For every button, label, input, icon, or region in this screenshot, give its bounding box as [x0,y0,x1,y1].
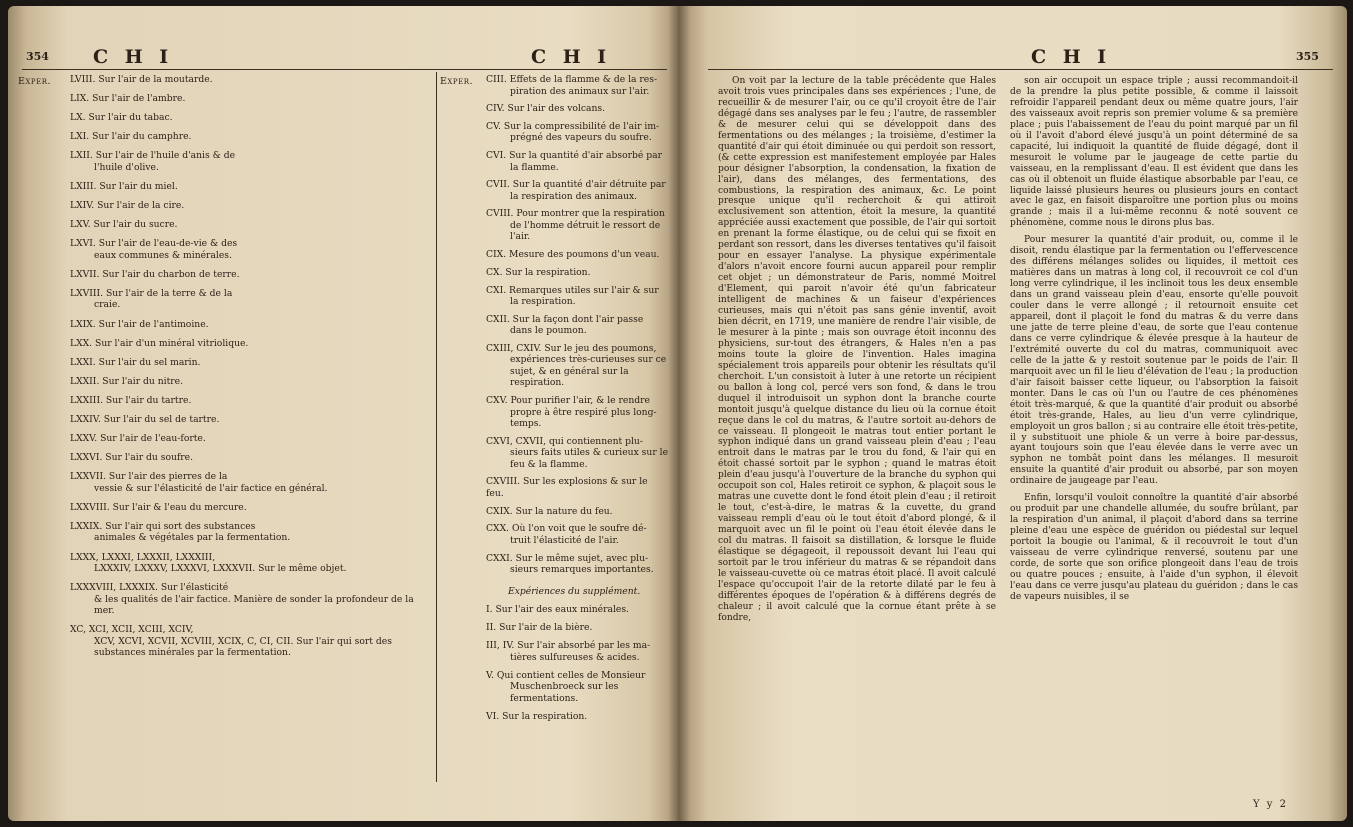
item-text: Sur l'air & l'eau du mercure. [112,501,247,513]
item-number: CXII. [486,313,510,325]
item-text: Sur l'air de la cire. [97,200,185,212]
item-text: Sur l'air de la terre & de la [106,287,233,299]
item-number: LXII. [70,150,93,162]
item-text: Sur l'air absorbé par les ma- [517,640,651,651]
list-item [486,285,668,308]
item-number: LXXIV. [70,414,101,425]
item-number: LIX. [70,93,90,105]
item-text: Sur la quantité d'air détruite par [512,179,666,191]
body-column-2 [1010,76,1298,609]
list-item [70,357,430,369]
item-text: Sur les explosions & sur le feu. [486,476,648,499]
item-number: LXXVIII. [70,501,110,513]
item-number: LXIX. [70,318,96,330]
item-number: CXIX. [486,505,513,517]
experiments-list-a [70,74,430,666]
list-item [486,103,668,115]
item-text: Sur l'air du camphre. [92,131,192,143]
item-text: Sur le jeu des poumons, [544,342,657,354]
item-continuation: & les qualités de l'air factice. Manière de sonder la profondeur de la mer. [94,593,414,617]
item-text: Sur l'air de l'ambre. [92,93,186,105]
item-number: CXV. [486,395,508,407]
item-number: CXX. [486,523,510,535]
list-item [486,640,668,663]
item-text: Sur l'air des eaux minérales. [495,604,629,615]
item-number: I. [486,604,493,615]
item-continuation: dans le poumon. [510,325,587,337]
side-label: Exper. [18,76,52,87]
item-number: CVII. [486,179,510,191]
item-number: CIV. [486,103,505,115]
list-item [70,150,430,173]
list-item [70,319,430,331]
list-item [70,471,430,494]
item-text: Où l'on voit que le soufre dé- [511,523,647,535]
supplement-list [486,604,668,729]
item-number: LXV. [70,219,91,231]
item-number: VI. [486,710,500,722]
item-text: Sur l'air de l'eau-de-vie & des [98,238,238,250]
list-item [70,269,430,281]
item-text: Remarques utiles sur l'air & sur [509,284,659,296]
right-header-rule [708,69,1333,70]
item-text: Qui contient celles de Monsieur [496,669,646,681]
item-text: Sur l'air du charbon de terre. [102,268,240,280]
item-continuation: XCV, XCVI, XCVII, XCVIII, XCIX, C, CI, CII. Sur l'air qui sort des substances minérales par la fermentation. [94,635,392,659]
list-item [486,506,668,518]
item-number: LX. [70,112,86,124]
list-item [486,179,668,202]
item-text: Sur l'air qui sort des substances [105,520,256,532]
item-text: Sur la nature du feu. [515,505,613,517]
item-text: Sur l'air du nitre. [102,375,184,387]
list-item [70,219,430,231]
item-text: Sur le même sujet, avec plu- [515,552,649,564]
item-text: Sur l'air de l'huile d'anis & de [95,150,236,162]
right-page [678,6,1347,821]
item-text: Sur l'air du miel. [99,180,178,192]
list-item [70,414,430,426]
side-label-2: Exper. [440,76,474,87]
item-number: LXX. [70,337,93,349]
item-number: LXXXVIII, LXXXIX. [70,582,158,594]
list-item [486,343,668,389]
item-text: Sur l'élasticité [160,582,229,594]
list-item [70,181,430,193]
item-continuation: Muschenbroeck sur les fermentations. [510,681,619,704]
item-number: LVIII. [70,74,96,85]
item-number: LXXIX. [70,520,103,532]
item-continuation: piration des animaux sur l'air. [510,85,650,97]
item-number: CV. [486,120,501,132]
item-text: Sur la respiration. [502,710,588,722]
item-continuation: eaux communes & minérales. [94,249,232,261]
paragraph: Pour mesurer la quantité d'air produit, ou, comme il le disoit, rendu élastique par la fermentation ou l'effervescence des différens mélanges solides ou liquides, il mettoit ces matières dans un matras à long col, il recouvroit ce col d'un long verre cylindrique, il les inclinoit tous les deux ensemble dans un grand vaisseau plein d'eau, ensorte qu'elle pouvoit couler dans le verre allongé ; il retournoit ensuite cet appareil, dont il plaçoit le fond du matras & du verre dans une jatte de terre pleine d'eau, de sorte que l'eau contenue dans ce verre cylindrique & élevée presque à la hauteur de l'extrémité ouverte du col du matras, communiquoit avec celle de la jatte & y restoit soutenue par le poids de l'air. Il marquoit avec un fil le lieu d'élévation de l'eau ; la production d'air faisoit baisser cette liqueur, ou l'absorption la faisoit monter. Dans le cas où l'un ou l'autre de ces phénomènes étoit très-marqué, & que la quantité d'air produit ou absorbé étoit très-grande, Hales, au lieu d'un verre cylindrique, employoit un gros ballon ; si au contraire elle étoit très-petite, il y substituoit une phiole & un verre à boire par-dessus, ayant toujours soin que l'eau élevée dans le verre avec un syphon ne tombât point dans les mélanges. Il mesuroit ensuite la quantité d'air produit ou absorbé, par son moyen ordinaire de jaugeage par l'eau. [1010,235,1298,487]
experiments-list-b [486,74,668,582]
list-item [70,74,430,86]
item-number: LXVII. [70,268,100,280]
item-text: Sur l'air de la moutarde. [98,74,213,85]
item-number: CIX. [486,249,507,261]
list-item [70,582,430,617]
item-number: CVIII. [486,208,514,220]
item-text: Sur l'air du sucre. [93,219,178,231]
paragraph: Enfin, lorsqu'il vouloit connoître la quantité d'air absorbé ou produit par une chandelle allumée, du soufre brûlant, par la respiration d'un animal, il plaçoit d'abord dans sa terrine pleine d'eau une espèce de guéridon ou piédestal sur lequel portoit la bougie ou l'animal, & il recouvroit le tout d'un vaisseau de verre cylindrique renversé, soutenu par une corde, de sorte que son orifice plongeoit dans l'eau de trois ou quatre pouces ; ensuite, à l'aide d'un syphon, il élevoit l'eau dans ce verre jusqu'au plateau du guéridon ; dans le cas de vapeurs nuisibles, il se [1010,493,1298,602]
open-book [8,6,1347,821]
item-number: CVI. [486,150,507,162]
list-item [486,711,668,723]
left-page-number: 354 [26,50,49,63]
item-text: Sur l'air du tartre. [105,394,192,406]
item-text: Sur la compressibilité de l'air im- [503,120,660,132]
item-number: LXVI. [70,238,96,250]
item-continuation: prégné des vapeurs du soufre. [510,132,652,144]
item-number: LXXI. [70,356,96,368]
item-continuation: propre à être respiré plus long-temps. [510,406,657,430]
item-text: Effets de la flamme & de la res- [509,74,658,85]
list-item [70,93,430,105]
list-item [486,121,668,144]
item-continuation: de l'homme détruit le ressort de l'air. [510,219,661,243]
paragraph: On voit par la lecture de la table précédente que Hales avoit trois vues principales dans ses expériences ; l'une, de recueillir & de mesurer l'air, ou ce qu'il croyoit être de l'air dégagé dans ses analyses par le feu ; l'autre, de rassembler & de mesurer celui qui se développoit dans des fermentations ou des mélanges ; la troisième, d'estimer la quantité d'air qui étoit diminuée ou qui perdoit son ressort, (& cette expression est manifestement employée par Hales pour désigner l'absorption, la condensation, la fixation de l'air), dans des mélanges, des fermentations, des combustions, la respiration des animaux, &c. Le point presque unique qu'il recherchoit & qui attiroit exclusivement son attention, étoit la mesure, la quantité appréciée aussi exactement que possible, de l'air qui sortoit en prenant la forme élastique, ou de celui qui se fixoit en perdant son ressort, dans les diverses tentatives qu'il faisoit pour en essayer l'analyse. La physique expérimentale d'alors n'avoit encore fourni aucun appareil pour remplir cet objet ; un démonstrateur de Paris, nommé Moitrel d'Element, qui paroit n'avoir été qu'un fabricateur intelligent de machines & un faiseur d'expériences curieuses, mais qui n'étoit pas sans génie inventif, avoit bien décrit, en 1719, une manière de rendre l'air visible, de le mesurer à la pinte ; mais son ouvrage étoit inconnu des physiciens, sur-tout des étrangers, & Hales n'en a pas moins toute la gloire de l'invention. Hales imagina spécialement trois appareils pour obtenir les résultats qu'il cherchoit. L'un consistoit à luter à une retorte un récipient ou ballon à long col, percé vers son fond, & dans le trou duquel il introduisoit un syphon dont la branche courte montoit jusqu'à quelque distance du lieu où la cornue étoit reçue dans le col du matras, & l'autre sortoit au-dehors de ce vaisseau. Il plongeoit le matras tout entier portant le syphon indiqué dans un grand vaisseau plein d'eau ; l'eau entroit dans le matras par le trou du fond, & l'air qui en étoit chassé sortoit par le syphon ; quand le matras étoit plein d'eau jusqu'à l'ouverture de la branche du syphon qui occupoit son col, Hales retiroit ce syphon, & plaçoit sous le matras une cuvette dont le fond étoit plein d'eau ; il retiroit le tout, c'est-à-dire, le matras & la cuvette, du grand vaisseau rempli d'eau où le tout étoit d'abord plongé, & il marquoit avec un fil le point où l'eau étoit élevée dans le col du matras. Il faisoit sa distillation, & lorsque le fluide élastique se dégageoit, il repoussoit devant lui l'eau qui sortoit par le trou inférieur du matras & se répandoit dans le vaisseau-cuvette où ce matras étoit placé. Il avoit calculé l'espace qu'occupoit l'air de la retorte dilaté par le feu à différentes époques de l'opération & à différens degrés de chaleur ; il avoit calculé que la cornue étant prête à se fondre, [718,76,997,623]
item-text: Sur l'air de l'antimoine. [98,318,209,330]
item-continuation: l'huile d'olive. [94,161,159,173]
list-item [70,433,430,445]
body-column-1 [718,76,996,630]
column-divider [436,72,437,782]
list-item [70,338,430,350]
item-number: LXXVII. [70,471,106,483]
list-item [486,553,668,576]
item-number: CX. [486,266,503,278]
item-number: LXIII. [70,180,97,192]
list-item [486,622,668,634]
item-text: Sur l'air de la bière. [499,622,593,633]
item-text: Sur la façon dont l'air passe [512,313,644,325]
item-number: V. [486,669,494,681]
item-number: LXXII. [70,375,100,387]
item-number: LXXX, LXXXI, LXXXII, LXXXIII, [70,551,216,563]
item-continuation: animales & végétales par la fermentation. [94,532,291,544]
item-number: CXIII, CXIV. [486,342,542,354]
item-number: LXXV. [70,433,98,445]
item-text: Sur l'air du sel marin. [98,356,201,368]
item-number: CXXI. [486,552,513,564]
item-number: CIII. [486,74,507,85]
right-header: C H I [1031,46,1112,68]
list-item [70,238,430,261]
item-continuation: craie. [94,299,121,311]
item-number: CXI. [486,284,507,296]
item-continuation: tières sulfureuses & acides. [510,651,640,663]
item-number: III, IV. [486,640,515,651]
header-rule [22,69,667,70]
item-text: Sur l'air des pierres de la [108,471,228,483]
list-item [486,395,668,430]
item-continuation: sieurs remarques importantes. [510,564,654,575]
left-header-b: C H I [531,46,612,68]
item-number: LXI. [70,131,90,143]
list-item [486,249,668,261]
item-text: Mesure des poumons d'un veau. [509,249,660,261]
item-text: Sur la quantité d'air absorbé par [509,150,662,162]
signature-mark: Y y 2 [1253,799,1288,810]
list-item [486,150,668,173]
item-text: Sur la respiration. [505,266,591,278]
item-number: II. [486,622,497,633]
list-item [486,476,668,499]
item-continuation: la respiration des animaux. [510,190,638,202]
list-item [70,395,430,407]
list-item [70,131,430,143]
list-item [486,670,668,705]
item-text: Sur l'air du sel de tartre. [103,414,220,425]
paragraph: son air occupoit un espace triple ; aussi recommandoit-il de la prendre la plus petite possible, & comme il laissoit refroidir l'appareil pendant deux ou même quatre jours, l'air des vaisseaux avoit repris son premier volume & sa première place ; puis l'abaissement de l'eau du point marqué par un fil où il l'avoit d'abord élevé jusqu'à un point déterminé de sa capacité, lui indiquoit la quantité de fluide dégagé, dont il mesuroit le volume par le jaugeage de cette partie du vaisseau, en la remplissant d'eau. Il est évident que dans les cas où il obtenoit un fluide élastique absorbable par l'eau, ce liquide laissé plusieurs heures ou plusieurs jours en contact avec le gaz, en faisoit disparoître une portion plus ou moins grande ; mais il a lui-même reconnu & noté souvent ce phénomène, comme nous le dirons plus bas. [1010,76,1298,229]
item-text: Sur l'air du soufre. [105,452,194,464]
list-item [70,624,430,659]
item-text: qui contiennent plu- [548,435,643,447]
item-number: LXXVI. [70,452,103,464]
item-number: XC, XCI, XCII, XCIII, XCIV, [70,624,194,636]
item-continuation: expériences très-curieuses sur ce sujet, & en général sur la respiration. [510,354,667,389]
list-item [70,502,430,514]
list-item [70,521,430,544]
item-text: Pour purifier l'air, & le rendre [510,395,650,407]
item-text: Sur l'air des volcans. [507,103,606,115]
item-number: LXXIII. [70,394,103,406]
list-item [70,376,430,388]
item-number: LXVIII. [70,287,104,299]
list-item [70,200,430,212]
item-number: CXVIII. [486,476,521,488]
list-item [486,604,668,616]
left-header-a: C H I [93,46,174,68]
item-text: Sur l'air d'un minéral vitriolique. [95,337,249,349]
book-gutter [668,6,690,821]
list-item [486,436,668,471]
item-continuation: truit l'élasticité de l'air. [510,534,619,546]
item-continuation: vessie & sur l'élasticité de l'air factice en général. [94,482,328,494]
right-page-number: 355 [1296,50,1319,63]
item-text: Pour montrer que la respiration [516,208,665,220]
item-continuation: LXXXIV, LXXXV, LXXXVI, LXXXVII. Sur le même objet. [94,563,347,575]
list-item [70,112,430,124]
item-continuation: la flamme. [510,161,559,173]
list-item [486,314,668,337]
item-continuation: la respiration. [510,296,576,307]
list-item [486,523,668,546]
item-number: CXVI, CXVII, [486,435,547,447]
list-item [486,208,668,243]
list-item [70,288,430,311]
left-page [8,6,678,821]
supplement-heading: Expériences du supplément. [508,586,641,597]
item-text: Sur l'air du tabac. [88,112,173,124]
item-text: Sur l'air de l'eau-forte. [100,433,206,445]
list-item [486,267,668,279]
item-number: LXIV. [70,200,95,212]
list-item [70,552,430,575]
list-item [486,74,668,97]
item-continuation: sieurs faits utiles & curieux sur le feu & la flamme. [510,447,669,470]
list-item [70,452,430,464]
